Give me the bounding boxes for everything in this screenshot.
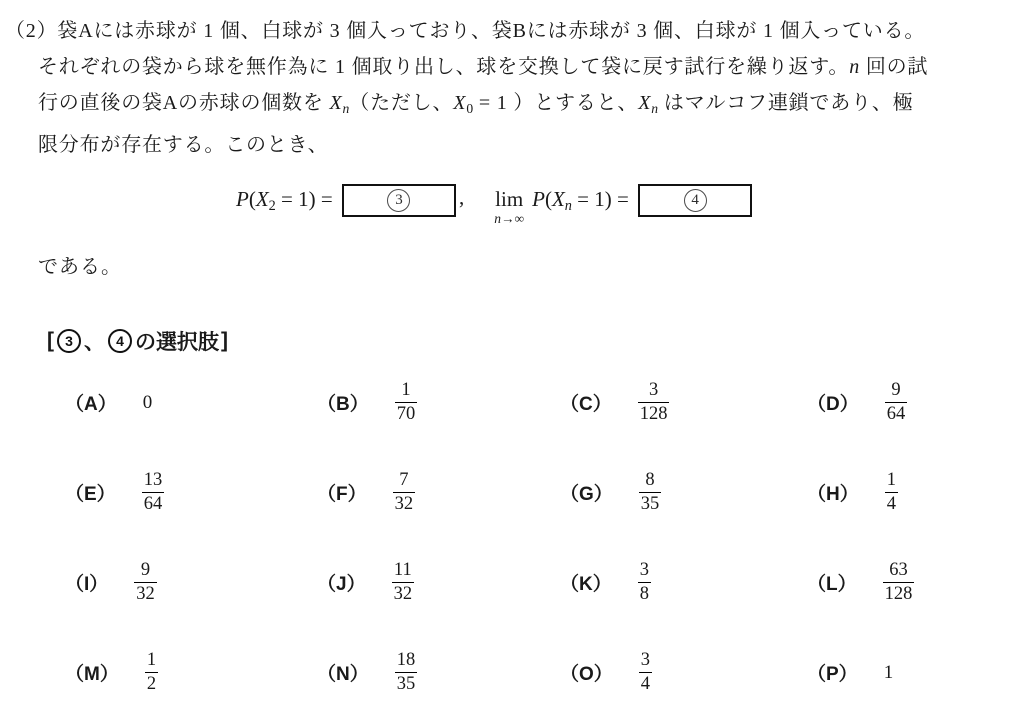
fraction-numerator: 8 (645, 470, 655, 491)
choice-label: （L） (807, 574, 857, 596)
limit-label: lim (495, 186, 524, 211)
choice-label: （K） (560, 574, 612, 596)
choice-label: （N） (317, 664, 369, 686)
fraction-denominator: 70 (395, 402, 418, 426)
choice-item (65, 628, 317, 702)
choice-label: （D） (807, 394, 859, 416)
choice-item (560, 628, 807, 702)
fraction-numerator: 9 (891, 380, 901, 401)
text-segment: 回の試 (860, 56, 929, 78)
text-segment: 限分布が存在する。このとき、 (38, 133, 329, 156)
fraction-numerator: 1 (401, 380, 411, 401)
fraction-denominator: 128 (883, 582, 915, 606)
text-segment: P (236, 186, 249, 211)
text-segment: ( (248, 186, 256, 211)
fraction-numerator: 3 (640, 650, 651, 671)
text-segment: n (494, 210, 501, 226)
choice-value: 1 (883, 661, 894, 683)
choice-label: （A） (65, 394, 117, 416)
choice-label: （C） (560, 394, 612, 416)
choice-fraction-value (885, 469, 898, 516)
bracket-open: [ (47, 328, 54, 352)
fraction-denominator: 32 (392, 582, 415, 606)
choice-fraction-value (145, 649, 158, 696)
text-segment: n (651, 100, 659, 116)
choice-fraction-value (134, 559, 157, 606)
text-segment: P (532, 186, 545, 211)
choice-label: （G） (560, 484, 613, 506)
header-suffix: の選択肢 (135, 330, 219, 354)
fraction-denominator: 32 (134, 582, 157, 606)
text-segment: = 1) = (275, 186, 338, 211)
fraction-numerator: 3 (648, 380, 659, 401)
choice-item (807, 628, 1024, 702)
choice-label: （J） (317, 574, 366, 596)
fraction-denominator: 4 (885, 492, 898, 516)
limit-subscript (494, 212, 524, 226)
text-segment: = 1) = (571, 186, 635, 211)
choice-item (317, 538, 560, 628)
fraction-numerator: 1 (146, 650, 157, 671)
fraction-denominator: 35 (395, 672, 418, 696)
text-segment: X (638, 92, 652, 114)
choice-fraction-value (142, 469, 165, 516)
choice-item (807, 538, 1024, 628)
choice-fraction-value (395, 379, 418, 426)
choice-fraction-value (395, 649, 418, 696)
fraction-numerator: 7 (399, 470, 409, 491)
fraction-numerator: 1 (886, 470, 896, 491)
circled-number-4-header: 4 (108, 329, 132, 353)
answer-box-3 (342, 184, 456, 217)
text-segment: X (453, 92, 467, 114)
choice-label: （O） (560, 664, 613, 686)
equation-line (236, 182, 1024, 226)
fraction-denominator: 35 (639, 492, 662, 516)
problem-line-1 (5, 13, 1024, 49)
choice-item (807, 448, 1024, 538)
choice-label: （E） (65, 484, 116, 506)
choice-item (807, 358, 1024, 448)
problem-paragraph (0, 0, 1024, 163)
header-separator: 、 (84, 330, 105, 354)
text-segment: 2 (268, 197, 276, 214)
choice-label: （H） (807, 484, 859, 506)
choice-item (65, 358, 317, 448)
text-segment: = 1 ）とすると、 (473, 92, 639, 114)
text-segment: n (849, 56, 861, 78)
text-segment: X (329, 92, 343, 114)
choice-fraction-value (638, 379, 670, 426)
choice-item (560, 448, 807, 538)
text-segment: n (342, 100, 350, 116)
fraction-denominator: 4 (639, 672, 652, 696)
choice-fraction-value (883, 559, 915, 606)
fraction-denominator: 8 (638, 582, 651, 606)
fraction-numerator: 3 (639, 560, 649, 581)
text-segment: （ただし、 (349, 92, 454, 114)
fraction-denominator: 2 (145, 672, 158, 696)
choice-fraction-value (638, 559, 651, 606)
choices-grid (65, 358, 1024, 702)
choice-fraction-value (392, 559, 415, 606)
choice-fraction-value (393, 469, 416, 516)
text-segment: →∞ (500, 210, 525, 226)
choice-label: （P） (807, 664, 858, 686)
text-segment: 行の直後の袋Aの赤球の個数を (38, 92, 330, 114)
text-segment: 0 (466, 100, 474, 116)
choice-fraction-value (885, 379, 908, 426)
choice-label: （F） (317, 484, 367, 506)
choice-item (65, 538, 317, 628)
text-segment: X (551, 186, 565, 211)
fraction-numerator: 63 (889, 560, 908, 581)
fraction-denominator: 64 (142, 492, 165, 516)
answer-box-4 (638, 184, 752, 217)
choice-label: （M） (65, 664, 119, 686)
circled-number-3: 3 (387, 189, 410, 212)
choice-item (317, 628, 560, 702)
circled-number-3-header: 3 (57, 329, 81, 353)
text-segment: （2）袋Aには赤球が 1 個、白球が 3 個入っており、袋Bには赤球が 3 個、白球が 1 個入っている。 (5, 20, 926, 42)
equation-comma: , (458, 185, 465, 210)
text-segment: それぞれの袋から球を無作為に 1 個取り出し、球を交換して袋に戻す試行を繰り返す。 (38, 56, 850, 78)
choice-item (65, 448, 317, 538)
bracket-close: ] (221, 328, 228, 352)
closing-text: である。 (38, 255, 122, 278)
choice-value: 0 (142, 391, 153, 413)
problem-line-2 (38, 49, 1024, 85)
problem-line-3 (38, 85, 1024, 127)
text-segment: n (564, 197, 572, 214)
fraction-denominator: 32 (393, 492, 416, 516)
fraction-numerator: 18 (396, 650, 416, 671)
fraction-denominator: 128 (638, 402, 670, 426)
choice-label: （I） (65, 574, 109, 596)
choices-header (47, 326, 1024, 356)
choice-item (317, 358, 560, 448)
choice-label: （B） (317, 394, 369, 416)
choice-item (560, 358, 807, 448)
text-segment: ( (544, 186, 552, 211)
fraction-numerator: 13 (143, 470, 163, 491)
probability-expression-x2 (236, 187, 338, 215)
text-segment: はマルコフ連鎖であり、極 (658, 92, 914, 114)
circled-number-4: 4 (684, 189, 707, 212)
text-segment: X (255, 186, 269, 211)
choice-fraction-value (639, 469, 662, 516)
fraction-numerator: 11 (393, 560, 412, 581)
choice-item (560, 538, 807, 628)
fraction-denominator: 64 (885, 402, 908, 426)
fraction-numerator: 9 (140, 560, 151, 581)
problem-line-4 (38, 127, 1024, 163)
limit-operator (494, 186, 525, 226)
choice-fraction-value (639, 649, 652, 696)
probability-expression-xn (532, 187, 634, 215)
choice-item (317, 448, 560, 538)
